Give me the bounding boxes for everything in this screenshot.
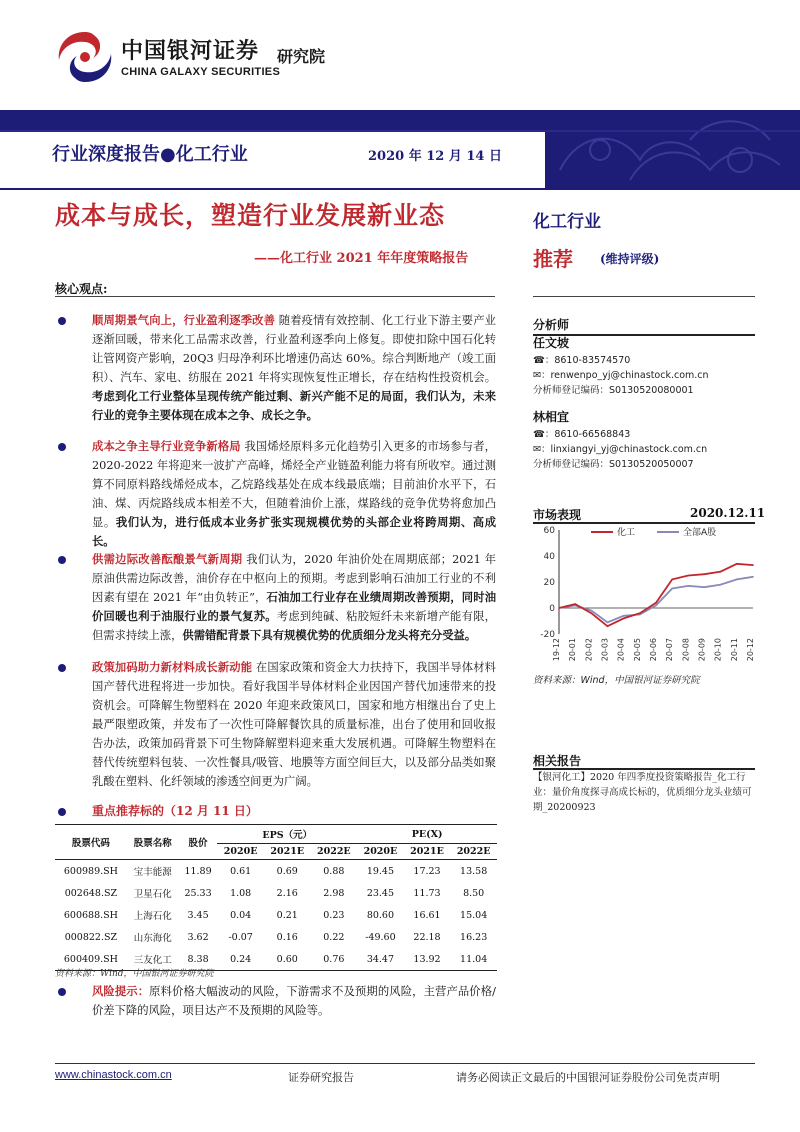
series-point-1 xyxy=(704,586,706,588)
table-row xyxy=(55,926,497,948)
x-tick-label: 20-06 xyxy=(649,638,658,662)
core-point-1-tail: 考虑到化工行业整体呈现传统产能过剩、新兴产能不足的局面，我们认为，未来行业的竞争主要体现在成本之争、成长之争。 xyxy=(92,389,496,422)
core-point-3-body2: 考虑到纯碱、粘胶短纤未来新增产能有限，但需求持续上涨， xyxy=(92,610,496,642)
analyst-email[interactable]: ✉：linxiangyi_yj@chinastock.com.cn xyxy=(533,444,708,455)
core-point-1-body: 随着疫情有效控制、化工行业下游主要产业逐渐回暖，带来化工品需求改善，行业盈利逐季向上修复。即使扣除中国石化转让管网资产影响，20Q3 归母净利环比增速仍高达 60%。综合判断地产（竣工面积）、汽车、家电、纺服在 2021 年将实现恢复性正增长，存在结构性投资机会。 xyxy=(92,314,496,384)
core-point-2-body: 我国烯烃原料多元化趋势引入更多的市场参与者，2020-2022 年将迎来一波扩产高峰，烯烃全产业链盈利能力将有所收窄。通过测算不同原料路线烯烃成本，乙烷路线基处在成本线最底端；目前油价水平下，石油、煤、丙烷路线成本相差不大，但随着油价上涨，煤路线的竞争优势将愈加凸显。 xyxy=(92,440,496,529)
col-year: 2020E xyxy=(363,846,398,857)
cell-eps: 0.61 xyxy=(230,865,252,877)
col-year: 2022E xyxy=(456,846,491,857)
cell-code: 600409.SH xyxy=(63,953,118,965)
cell-pe: 80.60 xyxy=(366,909,395,921)
cell-eps: 0.76 xyxy=(323,953,345,965)
series-point-1 xyxy=(655,605,657,607)
risk-head: 风险提示： xyxy=(92,984,150,998)
x-tick-label: 20-02 xyxy=(584,638,594,662)
core-point-3-tail2: 供需错配背景下具有规模优势的优质细分龙头将充分受益。 xyxy=(182,628,477,642)
analyst-phone: ☎：8610-66568843 xyxy=(533,429,631,440)
col-code: 股票代码 xyxy=(71,838,110,849)
x-tick-label: 20-09 xyxy=(697,638,707,662)
y-tick-label: 60 xyxy=(543,526,555,536)
table-row xyxy=(55,904,497,926)
brand-name-cn: 中国银河证券 xyxy=(121,39,260,64)
analyst-name: 林相宜 xyxy=(533,410,570,424)
series-point-0 xyxy=(671,579,673,581)
rating-note: (维持评级) xyxy=(600,252,660,266)
x-tick-label: 20-04 xyxy=(616,638,626,662)
core-point-2 xyxy=(92,437,496,551)
cell-eps: 0.69 xyxy=(276,865,298,877)
cell-pe: 11.04 xyxy=(460,953,488,965)
picks-table xyxy=(55,824,497,971)
series-point-1 xyxy=(671,588,673,590)
cell-pe: 16.23 xyxy=(460,931,488,943)
brand-name-en: CHINA GALAXY SECURITIES xyxy=(121,66,281,78)
footer-disclaimer: 请务必阅读正文最后的中国银河证券股份公司免责声明 xyxy=(456,1071,720,1084)
related-heading: 相关报告 xyxy=(533,754,582,768)
analyst-name: 任文坡 xyxy=(533,336,570,350)
analyst-cert: 分析师登记编码：S0130520080001 xyxy=(533,385,694,396)
series-point-0 xyxy=(558,607,560,609)
series-point-1 xyxy=(688,585,690,587)
series-point-0 xyxy=(591,612,593,614)
cell-pe: 23.45 xyxy=(366,887,395,899)
y-tick-label: 0 xyxy=(549,604,555,614)
page-title: 成本与成长，塑造行业发展新业态 xyxy=(55,201,446,230)
report-type: 行业深度报告●化工行业 xyxy=(52,144,248,165)
cell-eps: 1.08 xyxy=(230,887,252,899)
table-row xyxy=(55,860,497,883)
cell-pe: 19.45 xyxy=(366,865,395,877)
cell-pe: 11.73 xyxy=(413,887,441,899)
x-tick-label: 20-11 xyxy=(729,638,739,662)
col-price: 股价 xyxy=(188,838,208,849)
cell-eps: 0.21 xyxy=(276,909,298,921)
series-point-1 xyxy=(591,610,593,612)
cell-price: 3.62 xyxy=(187,931,209,943)
picks-heading: 重点推荐标的（12 月 11 日） xyxy=(92,804,258,818)
cell-code: 600989.SH xyxy=(63,865,118,877)
related-report-link[interactable]: 【银河化工】2020 年四季度投资策略报告_化工行业：量价角度探寻高成长标的，优质细分龙头业绩可期_20200923 xyxy=(533,772,752,813)
legend-label: 化工 xyxy=(617,528,636,538)
x-tick-label: 20-07 xyxy=(665,638,675,662)
risk-body: 原料价格大幅波动的风险，下游需求不及预期的风险，主营产品价格/价差下降的风险，项目达产不及预期的风险等。 xyxy=(92,985,496,1017)
bullet-icon xyxy=(58,988,66,996)
cell-pe: -49.60 xyxy=(365,931,396,943)
series-point-0 xyxy=(574,603,576,605)
col-year: 2022E xyxy=(316,846,351,857)
x-tick-label: 20-10 xyxy=(713,638,723,662)
cell-price: 8.38 xyxy=(187,953,209,965)
series-point-0 xyxy=(736,563,738,565)
core-point-4-body: 在国家政策和资金大力扶持下，我国半导体材料国产替代进程将进一步加快。看好我国半导体材料企业因国产替代加速带来的投资机会。可降解生物塑料在 2020 年迎来政策风口，国家和地方相继出台了史上最严限塑政策，并发布了一次性可降解餐饮具的质量标准，出台了使用和回收报告办法，政策加码背景下可生物降解塑料迎来重大发展机遇。可降解生物塑料在替代传统塑料包装、一次性餐具/吸管、地膜等方面空间巨大，以及部分品类如聚乳酸在塑料、化纤领域的渗透空间更为广阔。 xyxy=(92,661,496,788)
legend-label: 全部A股 xyxy=(683,528,717,538)
table-row xyxy=(55,882,497,904)
analyst-email[interactable]: ✉：renwenpo_yj@chinastock.com.cn xyxy=(533,370,709,381)
y-tick-label: -20 xyxy=(540,630,555,640)
bullet-icon xyxy=(58,664,66,672)
y-tick-label: 40 xyxy=(543,552,555,562)
analyst-cert: 分析师登记编码：S0130520050007 xyxy=(533,459,694,470)
cell-price: 25.33 xyxy=(184,887,212,899)
core-point-4 xyxy=(92,658,496,791)
analysts-heading: 分析师 xyxy=(533,318,570,332)
col-year: 2021E xyxy=(410,846,444,857)
cell-eps: -0.07 xyxy=(228,931,253,943)
cell-name: 三友化工 xyxy=(133,955,172,966)
cell-name: 上海石化 xyxy=(133,911,172,922)
analyst-phone: ☎：8610-83574570 xyxy=(533,355,631,366)
x-tick-label: 19-12 xyxy=(552,638,561,662)
left-rule xyxy=(55,296,495,297)
core-point-4-head: 政策加码助力新材料成长新动能 xyxy=(92,660,253,674)
banner-pattern-icon xyxy=(540,110,800,190)
cell-price: 11.89 xyxy=(184,865,212,877)
core-views-heading: 核心观点: xyxy=(55,282,108,296)
core-point-1 xyxy=(92,311,496,425)
cell-price: 3.45 xyxy=(187,909,209,921)
rating-label: 推荐 xyxy=(533,247,573,271)
banner-bottom-rule xyxy=(0,188,545,190)
cell-code: 000822.SZ xyxy=(64,931,118,943)
series-point-0 xyxy=(607,625,609,627)
cell-eps: 0.04 xyxy=(230,909,252,921)
cell-name: 山东海化 xyxy=(133,933,172,944)
x-tick-label: 20-12 xyxy=(746,638,755,662)
series-point-1 xyxy=(607,622,609,624)
cell-eps: 0.60 xyxy=(276,953,298,965)
market-heading: 市场表现 xyxy=(533,508,582,522)
core-point-1-head: 顺周期景气向上，行业盈利逐季改善 xyxy=(92,313,276,327)
x-tick-label: 20-05 xyxy=(632,638,642,662)
series-point-1 xyxy=(720,584,722,586)
cell-eps: 0.23 xyxy=(323,909,345,921)
cell-pe: 8.50 xyxy=(463,887,485,899)
cell-code: 600688.SH xyxy=(63,909,118,921)
risk-warning xyxy=(92,982,496,1020)
cell-pe: 34.47 xyxy=(366,953,395,965)
x-tick-label: 20-01 xyxy=(568,638,578,662)
y-tick-label: 20 xyxy=(543,578,555,588)
cell-eps: 0.24 xyxy=(230,953,252,965)
bullet-icon xyxy=(58,443,66,451)
footer-url-link[interactable]: www.chinastock.com.cn xyxy=(55,1069,172,1081)
core-point-3-body: 我们认为，2020 年油价处在周期底部；2021 年原油供需边际改善，油价存在中枢向上的预期。考虑到影响石油加工行业的不利因素有望在 2021 年“由负转正”， xyxy=(92,553,496,604)
series-point-1 xyxy=(736,579,738,581)
core-point-3 xyxy=(92,550,496,645)
core-point-2-head: 成本之争主导行业竞争新格局 xyxy=(92,439,241,453)
cell-pe: 15.04 xyxy=(460,909,488,921)
series-point-0 xyxy=(752,564,754,566)
series-line-1 xyxy=(559,577,753,623)
footer-rule xyxy=(55,1063,755,1064)
sector-label: 化工行业 xyxy=(533,212,601,232)
x-tick-label: 20-08 xyxy=(681,638,691,662)
series-point-0 xyxy=(688,575,690,577)
series-point-1 xyxy=(623,615,625,617)
cell-name: 宝丰能源 xyxy=(133,867,172,878)
bullet-icon xyxy=(58,808,66,816)
core-point-3-tail: 石油加工行业存在业绩周期改善预期，同时油价回暖也利于油服行业的景气复苏。 xyxy=(92,590,496,623)
report-date: 2020 年 12 月 14 日 xyxy=(368,149,502,164)
col-year: 2021E xyxy=(270,846,305,857)
cell-eps: 2.98 xyxy=(323,887,345,899)
col-year: 2020E xyxy=(223,846,258,857)
core-point-2-tail: 我们认为，进行低成本业务扩张实现规模优势的头部企业将跨周期、高成长。 xyxy=(92,515,496,548)
core-point-3-head: 供需边际改善酝酿景气新周期 xyxy=(92,552,243,566)
series-line-0 xyxy=(559,564,753,626)
footer-label: 证券研究报告 xyxy=(288,1071,354,1084)
series-point-0 xyxy=(623,618,625,620)
cell-eps: 0.16 xyxy=(276,931,298,943)
cell-eps: 0.88 xyxy=(323,865,345,877)
cell-eps: 0.22 xyxy=(323,931,345,943)
series-point-0 xyxy=(639,612,641,614)
market-date: 2020.12.11 xyxy=(690,506,766,520)
cell-pe: 22.18 xyxy=(413,931,441,943)
cell-pe: 13.58 xyxy=(460,865,488,877)
company-logo xyxy=(55,28,355,88)
bullet-icon xyxy=(58,556,66,564)
x-tick-label: 20-03 xyxy=(600,638,610,662)
series-point-1 xyxy=(752,576,754,578)
cell-name: 卫星石化 xyxy=(133,889,172,900)
brand-dept: 研究院 xyxy=(277,47,326,66)
market-chart xyxy=(533,522,758,672)
cell-pe: 17.23 xyxy=(413,865,441,877)
col-eps: EPS（元） xyxy=(217,825,357,844)
galaxy-logo-icon xyxy=(55,28,115,86)
series-point-0 xyxy=(720,571,722,573)
cell-code: 002648.SZ xyxy=(64,887,118,899)
cell-pe: 16.61 xyxy=(413,909,441,921)
page-subtitle: ——化工行业 2021 年年度策略报告 xyxy=(254,251,469,266)
table-source: 资料来源：Wind，中国银河证券研究院 xyxy=(55,969,214,979)
col-pe: PE(X) xyxy=(357,825,497,844)
cell-eps: 2.16 xyxy=(276,887,298,899)
bullet-icon xyxy=(58,317,66,325)
cell-pe: 13.92 xyxy=(413,953,441,965)
chart-source: 资料来源：Wind，中国银河证券研究院 xyxy=(533,675,700,686)
series-point-0 xyxy=(655,602,657,604)
right-rule xyxy=(533,296,755,297)
series-point-0 xyxy=(704,573,706,575)
col-name: 股票名称 xyxy=(133,838,172,849)
